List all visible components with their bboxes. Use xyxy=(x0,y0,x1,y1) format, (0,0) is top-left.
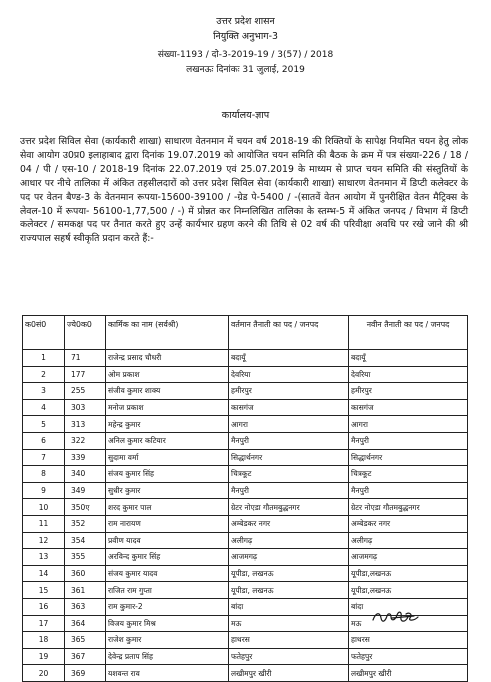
cell-new-post: मैनपुरी xyxy=(349,432,468,449)
cell-name: महेन्द्र कुमार xyxy=(106,416,229,433)
table-row xyxy=(23,499,468,516)
header-new-post: नवीन तैनाती का पद / जनपद xyxy=(349,316,468,350)
cell-code: 369 xyxy=(65,665,106,682)
cell-serial: 13 xyxy=(23,549,65,566)
cell-serial: 11 xyxy=(23,515,65,532)
cell-code: 303 xyxy=(65,399,106,416)
cell-serial: 18 xyxy=(23,632,65,649)
date-line: लखनऊः दिनांकः 31 जुलाई, 2019 xyxy=(186,65,305,75)
cell-new-post: फतेहपुर xyxy=(349,648,468,665)
cell-new-post: अम्बेडकर नगर xyxy=(349,515,468,532)
posting-table xyxy=(22,315,467,682)
cell-serial: 2 xyxy=(23,366,65,383)
table-row xyxy=(23,383,468,400)
table-row xyxy=(23,549,468,566)
cell-new-post: ग्रेटर नोएडा गौतमबुद्धनगर xyxy=(349,499,468,516)
cell-current-post: हाथरस xyxy=(229,632,349,649)
cell-serial: 9 xyxy=(23,482,65,499)
cell-serial: 6 xyxy=(23,432,65,449)
cell-current-post: लखीमपुर खीरी xyxy=(229,665,349,682)
cell-name: यशवन्त राव xyxy=(106,665,229,682)
cell-new-post: यूपीडा,लखनऊ xyxy=(349,582,468,599)
cell-serial: 17 xyxy=(23,615,65,632)
cell-serial: 10 xyxy=(23,499,65,516)
cell-name: अनिल कुमार कटियार xyxy=(106,432,229,449)
cell-serial: 14 xyxy=(23,565,65,582)
cell-code: 350ए xyxy=(65,499,106,516)
header-current-post: वर्तमान तैनाती का पद / जनपद xyxy=(229,316,349,350)
cell-current-post: आजमगढ़ xyxy=(229,549,349,566)
cell-name: सुदामा वर्मा xyxy=(106,449,229,466)
cell-name: मनोज प्रकाश xyxy=(106,399,229,416)
cell-new-post: देवरिया xyxy=(349,366,468,383)
table-row xyxy=(23,399,468,416)
cell-new-post: आगरा xyxy=(349,416,468,433)
cell-current-post: बांदा xyxy=(229,598,349,615)
cell-current-post: फतेहपुर xyxy=(229,648,349,665)
cell-code: 363 xyxy=(65,598,106,615)
table-row xyxy=(23,432,468,449)
table-row xyxy=(23,466,468,483)
cell-new-post: मैनपुरी xyxy=(349,482,468,499)
cell-code: 361 xyxy=(65,582,106,599)
body-paragraph: उत्तर प्रदेश सिविल सेवा (कार्यकारी शाखा) साधारण वेतनमान में चयन वर्ष 2018-19 की रिक्तियों के सापेक्ष नियमित चयन हेतु लोक सेवा आयोग उ0प्र0 इलाहाबाद द्वारा दिनांक 19.07.2019 को आयोजित चयन समिति की बैठक के क्रम में पत्र संख्या-226 / 18 / 04 / पी / एस-10 / 2018-19 दिनांक 22.07.2019 एवं 25.07.2019 के माध्यम से प्राप्त चयन समिति की संस्तुतियों के आधार पर नीचे तालिका में अंकित तहसीलदारों को उत्तर प्रदेश सिविल सेवा (कार्यकारी शाखा) साधारण वेतनमान में डिप्टी कलेक्टर के पद पर वेतन बैण्ड-3 के वेतनमान रूपया-15600-39100 / -ग्रेड पे-5400 / -(सातवें वेतन आयोग में पुनरीक्षित वेतन मैट्रिक्स के लेवल-10 में रूपया- 56100-1,77,500 / -) में प्रोन्नत कर निम्नलिखित तालिका के स्तम्भ-5 में अंकित जनपद / विभाग में डिप्टी कलेक्टर / समकक्ष पद पर तैनात करते हुए उन्हें कार्यभार ग्रहण करने की तिथि से 02 वर्ष की परिवीक्षा अवधि पर रखे जाने की श्री राज्यपाल सहर्ष स्वीकृति प्रदान करते हैं:- xyxy=(20,136,468,245)
cell-name: शरद कुमार पाल xyxy=(106,499,229,516)
office-memo-title: कार्यालय-ज्ञाप xyxy=(221,110,270,121)
cell-name: राम कुमार-2 xyxy=(106,598,229,615)
cell-code: 255 xyxy=(65,383,106,400)
table-header-row xyxy=(23,316,468,350)
header-serial: क0सं0 xyxy=(23,316,65,350)
cell-serial: 1 xyxy=(23,350,65,367)
cell-current-post: यूपीडा, लखनऊ xyxy=(229,582,349,599)
header-name: कार्मिक का नाम (सर्वश्री) xyxy=(106,316,229,350)
government-title: उत्तर प्रदेश शासन xyxy=(216,16,275,27)
table-row xyxy=(23,665,468,682)
cell-new-post: आजमगढ़ xyxy=(349,549,468,566)
cell-name: सुधीर कुमार xyxy=(106,482,229,499)
table-row xyxy=(23,582,468,599)
cell-serial: 19 xyxy=(23,648,65,665)
table-row xyxy=(23,350,468,367)
cell-name: राजित राम गुप्ता xyxy=(106,582,229,599)
cell-new-post: बदायूँ xyxy=(349,350,468,367)
cell-new-post: लखीमपुर खीरी xyxy=(349,665,468,682)
cell-serial: 3 xyxy=(23,383,65,400)
cell-current-post: आगरा xyxy=(229,416,349,433)
cell-serial: 5 xyxy=(23,416,65,433)
cell-name: राजेन्द्र प्रसाद चौधरी xyxy=(106,350,229,367)
cell-current-post: हमीरपुर xyxy=(229,383,349,400)
table-row xyxy=(23,416,468,433)
cell-new-post: बांदा xyxy=(349,598,468,615)
cell-current-post: यूपीडा, लखनऊ xyxy=(229,565,349,582)
cell-serial: 8 xyxy=(23,466,65,483)
table-row xyxy=(23,632,468,649)
cell-code: 349 xyxy=(65,482,106,499)
cell-serial: 7 xyxy=(23,449,65,466)
cell-serial: 4 xyxy=(23,399,65,416)
cell-current-post: सिद्धार्थनगर xyxy=(229,449,349,466)
cell-name: विजय कुमार मिश्र xyxy=(106,615,229,632)
department-title: नियुक्ति अनुभाग-3 xyxy=(213,31,278,42)
cell-code: 339 xyxy=(65,449,106,466)
table-row xyxy=(23,565,468,582)
cell-current-post: कासगंज xyxy=(229,399,349,416)
cell-new-post: अलीगढ़ xyxy=(349,532,468,549)
cell-code: 360 xyxy=(65,565,106,582)
cell-code: 364 xyxy=(65,615,106,632)
cell-code: 354 xyxy=(65,532,106,549)
cell-current-post: अलीगढ़ xyxy=(229,532,349,549)
table-row xyxy=(23,532,468,549)
cell-name: राम नारायण xyxy=(106,515,229,532)
cell-name: ओम प्रकाश xyxy=(106,366,229,383)
cell-new-post: मऊ xyxy=(349,615,468,632)
cell-code: 367 xyxy=(65,648,106,665)
cell-current-post: ग्रेटर नोएडा गौतमबुद्धनगर xyxy=(229,499,349,516)
cell-name: अरविन्द कुमार सिंह xyxy=(106,549,229,566)
cell-current-post: बदायूँ xyxy=(229,350,349,367)
table-row xyxy=(23,366,468,383)
cell-serial: 20 xyxy=(23,665,65,682)
cell-code: 365 xyxy=(65,632,106,649)
cell-current-post: मैनपुरी xyxy=(229,482,349,499)
cell-name: संजीव कुमार शाक्य xyxy=(106,383,229,400)
cell-current-post: मऊ xyxy=(229,615,349,632)
cell-new-post: कासगंज xyxy=(349,399,468,416)
cell-code: 340 xyxy=(65,466,106,483)
cell-current-post: मैनपुरी xyxy=(229,432,349,449)
cell-new-post: हमीरपुर xyxy=(349,383,468,400)
table-row xyxy=(23,648,468,665)
cell-serial: 12 xyxy=(23,532,65,549)
cell-current-post: देवरिया xyxy=(229,366,349,383)
cell-new-post: हाथरस xyxy=(349,632,468,649)
cell-name: प्रवीण यादव xyxy=(106,532,229,549)
cell-code: 322 xyxy=(65,432,106,449)
cell-code: 355 xyxy=(65,549,106,566)
cell-code: 71 xyxy=(65,350,106,367)
header-code: ज्ये0क0 xyxy=(65,316,106,350)
cell-new-post: सिद्धार्थनगर xyxy=(349,449,468,466)
table-row xyxy=(23,482,468,499)
cell-code: 352 xyxy=(65,515,106,532)
cell-name: संजय कुमार सिंह xyxy=(106,466,229,483)
cell-name: राजेश कुमार xyxy=(106,632,229,649)
reference-number: संख्या-1193 / दो-3-2019-19 / 3(57) / 2018 xyxy=(157,50,334,60)
cell-serial: 15 xyxy=(23,582,65,599)
cell-name: देवेन्द्र प्रताप सिंह xyxy=(106,648,229,665)
cell-new-post: चित्रकूट xyxy=(349,466,468,483)
table-row xyxy=(23,515,468,532)
cell-code: 177 xyxy=(65,366,106,383)
cell-name: संजय कुमार यादव xyxy=(106,565,229,582)
cell-serial: 16 xyxy=(23,598,65,615)
handwritten-signature xyxy=(370,608,422,626)
table-row xyxy=(23,449,468,466)
cell-code: 313 xyxy=(65,416,106,433)
cell-current-post: अम्बेडकर नगर xyxy=(229,515,349,532)
cell-new-post: यूपीडा,लखनऊ xyxy=(349,565,468,582)
cell-current-post: चित्रकूट xyxy=(229,466,349,483)
